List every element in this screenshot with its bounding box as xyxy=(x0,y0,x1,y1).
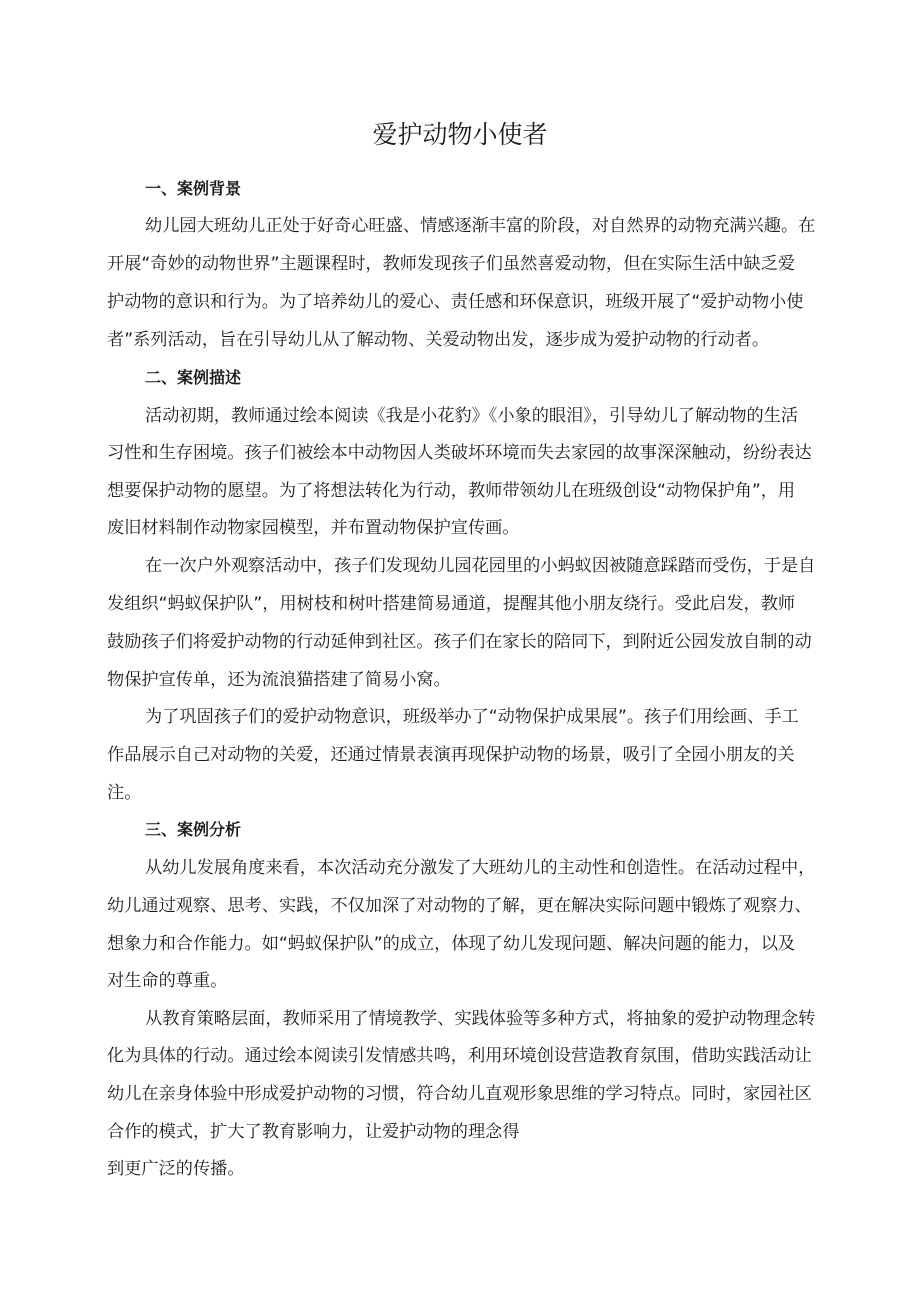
paragraph-line: 化为具体的行动。通过绘本阅读引发情感共鸣，利用环境创设营造教育氛围，借助实践活动让 xyxy=(107,1046,812,1066)
paragraph-line: 习性和生存困境。孩子们被绘本中动物因人类破坏环境而失去家园的故事深深触动，纷纷表达 xyxy=(107,443,812,463)
paragraph-line: 幼儿在亲身体验中形成爱护动物的习惯，符合幼儿直观形象思维的学习特点。同时，家园社区 xyxy=(107,1084,812,1104)
section-heading-analysis: 三、案例分析 xyxy=(145,820,242,839)
paragraph-line: 从教育策略层面，教师采用了情境教学、实践体验等多种方式，将抽象的爱护动物理念转 xyxy=(145,1009,816,1029)
paragraph-line: 幼儿通过观察、思考、实践，不仅加深了对动物的了解，更在解决实际问题中锻炼了观察力、 xyxy=(107,896,812,916)
paragraph-line: 护动物的意识和行为。为了培养幼儿的爱心、责任感和环保意识，班级开展了“爱护动物小使 xyxy=(107,292,804,312)
paragraph-line: 对生命的尊重。 xyxy=(107,971,228,991)
paragraph-line: 活动初期，教师通过绘本阅读《我是小花豹》《小象的眼泪》，引导幼儿了解动物的生活 xyxy=(145,406,799,426)
paragraph-line: 合作的模式，扩大了教育影响力，让爱护动物的理念得 xyxy=(107,1122,520,1142)
paragraph-line: 作品展示自己对动物的关爱，还通过情景表演再现保护动物的场景，吸引了全园小朋友的关 xyxy=(107,745,795,765)
paragraph-line: 发组织“蚂蚁保护队”，用树枝和树叶搭建简易通道，提醒其他小朋友绕行。受此启发，教师 xyxy=(107,594,796,614)
paragraph-line: 幼儿园大班幼儿正处于好奇心旺盛、情感逐渐丰富的阶段，对自然界的动物充满兴趣。在 xyxy=(145,216,816,236)
paragraph-line: 想要保护动物的愿望。为了将想法转化为行动，教师带领幼儿在班级创设“动物保护角”，用 xyxy=(107,481,796,501)
section-heading-description: 二、案例描述 xyxy=(145,368,242,387)
paragraph-line: 想象力和合作能力。如“蚂蚁保护队”的成立，体现了幼儿发现问题、解决问题的能力，以及 xyxy=(107,934,796,954)
paragraph-line: 在一次户外观察活动中，孩子们发现幼儿园花园里的小蚂蚁因被随意踩踏而受伤，于是自 xyxy=(145,556,816,576)
paragraph-line: 者”系列活动，旨在引导幼儿从了解动物、关爱动物出发，逐步成为爱护动物的行动者。 xyxy=(107,330,770,350)
paragraph-line: 为了巩固孩子们的爱护动物意识，班级举办了“动物保护成果展”。孩子们用绘画、手工 xyxy=(145,707,799,727)
paragraph-line: 开展“奇妙的动物世界”主题课程时，教师发现孩子们虽然喜爱动物，但在实际生活中缺乏爱 xyxy=(107,254,796,274)
paragraph-line: 物保护宣传单，还为流浪猫搭建了简易小窝。 xyxy=(107,670,451,690)
paragraph-line: 注。 xyxy=(107,783,142,803)
paragraph-line: 从幼儿发展角度来看，本次活动充分激发了大班幼儿的主动性和创造性。在活动过程中， xyxy=(145,858,816,878)
paragraph-line: 到更广泛的传播。 xyxy=(107,1159,245,1179)
paragraph-line: 鼓励孩子们将爱护动物的行动延伸到社区。孩子们在家长的陪同下，到附近公园发放自制的动 xyxy=(107,632,812,652)
paragraph-line: 废旧材料制作动物家园模型，并布置动物保护宣传画。 xyxy=(107,518,520,538)
section-heading-background: 一、案例背景 xyxy=(145,179,242,198)
document-title: 爱护动物小使者 xyxy=(372,120,548,149)
